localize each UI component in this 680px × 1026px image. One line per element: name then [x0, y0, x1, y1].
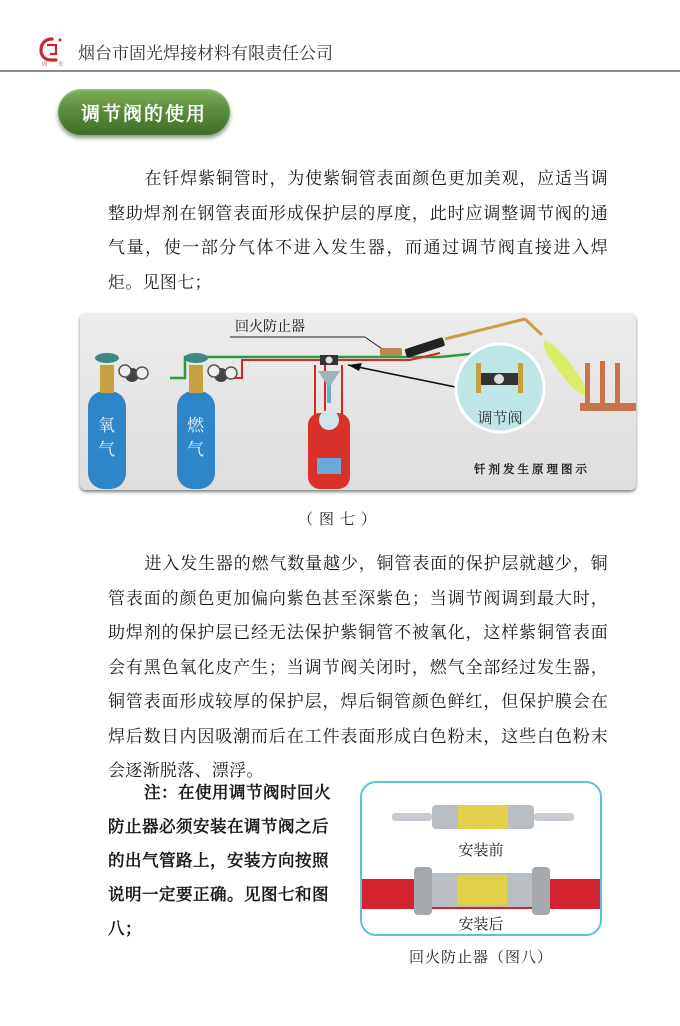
- fuel-label-1: 燃: [187, 416, 204, 436]
- installation-note-text: 注：在使用调节阀时回火防止器必须安装在调节阀之后的出气管路上，安装方向按照说明一定要正确。见图七和图八；: [108, 783, 331, 938]
- before-install-label: 安装前: [458, 841, 504, 859]
- fuel-label-2: 气: [187, 440, 204, 460]
- figure-7-caption: （图七）: [297, 510, 382, 528]
- svg-text:光: 光: [58, 61, 64, 66]
- intro-paragraph-text: 在钎焊紫铜管时，为使紫铜管表面颜色更加美观，应适当调整助焊剂在钢管表面形成保护层的厚度，此时应调整调节阀的通气量，使一部分气体不进入发生器，而通过调节阀直接进入焊炬。见图七；: [108, 169, 608, 293]
- figure-8-photo: [360, 781, 602, 936]
- oxygen-label-1: 氧: [98, 416, 115, 436]
- after-install-label: 安装后: [458, 915, 504, 933]
- intro-paragraph: [108, 162, 608, 300]
- header-divider: [0, 70, 680, 72]
- page-header: [0, 0, 680, 72]
- effect-paragraph-text: 进入发生器的燃气数量越少，铜管表面的保护层就越少，铜管表面的颜色更加偏向紫色甚至深紫色；当调节阀调到最大时，助焊剂的保护层已经无法保护紫铜管不被氧化，这样紫铜管表面会有黑色氧化皮产生；当调节阀关闭时，燃气全部经过发生器，铜管表面形成较厚的保护层，焊后铜管颜色鲜红，但保护膜会在焊后数日内因吸潮而后在工件表面形成白色粉末，这些白色粉末会逐渐脱落、漂浮。: [108, 554, 608, 781]
- oxygen-label-2: 气: [98, 440, 115, 460]
- valve-label: 调节阀: [477, 409, 523, 427]
- figure-7-diagram: [80, 313, 636, 490]
- section-title-badge: [58, 89, 230, 135]
- effect-paragraph: [108, 547, 608, 789]
- company-name: 烟台市固光焊接材料有限责任公司: [78, 44, 333, 64]
- diagram-title: 钎剂发生原理图示: [474, 462, 590, 476]
- figure-8-caption: 回火防止器（图八）: [408, 948, 553, 966]
- arrestor-label: 回火防止器: [235, 319, 305, 335]
- company-logo-icon: [38, 36, 70, 66]
- svg-text:固: 固: [42, 61, 48, 66]
- section-title: 调节阀的使用: [80, 102, 207, 125]
- installation-note: [108, 776, 340, 946]
